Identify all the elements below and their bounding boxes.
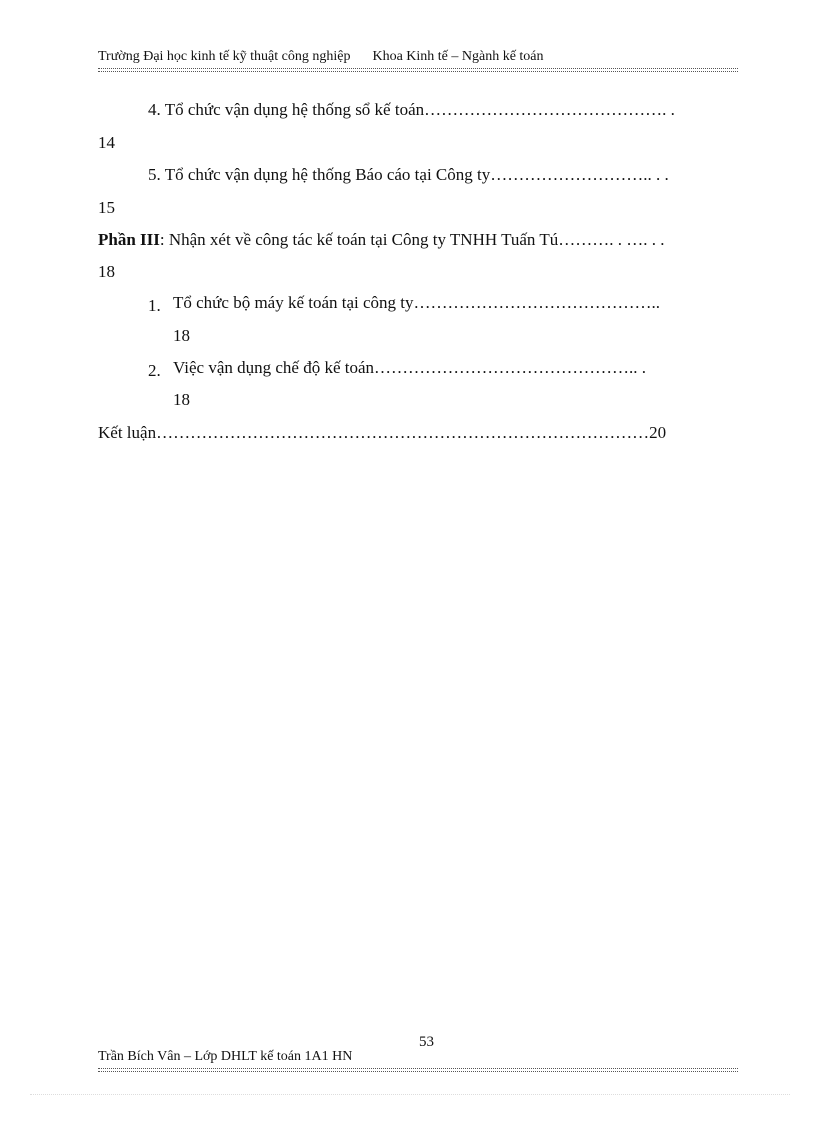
toc-entry-4: 4. Tổ chức vận dụng hệ thống sổ kế toán……………………………………. .: [148, 100, 675, 119]
toc-item-2: Việc vận dụng chế độ kế toán……………………………………….. .: [173, 358, 647, 377]
page-edge-divider: [30, 1094, 790, 1095]
page-header: [98, 49, 738, 65]
toc-item-1-number: 1.: [148, 296, 161, 315]
toc-item-1: Tổ chức bộ máy kế toán tại công ty……………………………………..: [173, 293, 661, 312]
footer-rule: [98, 1068, 738, 1072]
page-number: 53: [419, 1034, 434, 1050]
toc-item-2-number: 2.: [148, 361, 161, 380]
toc-section-3-page: 18: [98, 262, 115, 281]
toc-item-2-page: 18: [173, 390, 190, 409]
header-department: Khoa Kinh tế – Ngành kế toán: [372, 49, 544, 64]
header-school: Trường Đại học kinh tế kỹ thuật công nghiệp: [98, 49, 351, 64]
toc-entry-5: 5. Tổ chức vận dụng hệ thống Báo cáo tại Công ty……………………….. . .: [148, 165, 669, 184]
toc-item-1-page: 18: [173, 326, 190, 345]
header-rule: [98, 68, 738, 72]
toc-section-3: Phần III: Nhận xét về công tác kế toán tại Công ty TNHH Tuấn Tú………. . …. . .: [98, 230, 665, 249]
toc-entry-4-page: 14: [98, 133, 115, 152]
toc-section-3-label: Phần III: [98, 230, 160, 249]
toc-entry-5-page: 15: [98, 198, 115, 217]
footer-author: Trần Bích Vân – Lớp DHLT kế toán 1A1 HN: [98, 1049, 353, 1064]
toc-conclusion: Kết luận……………………………………………………………………………20: [98, 423, 667, 442]
